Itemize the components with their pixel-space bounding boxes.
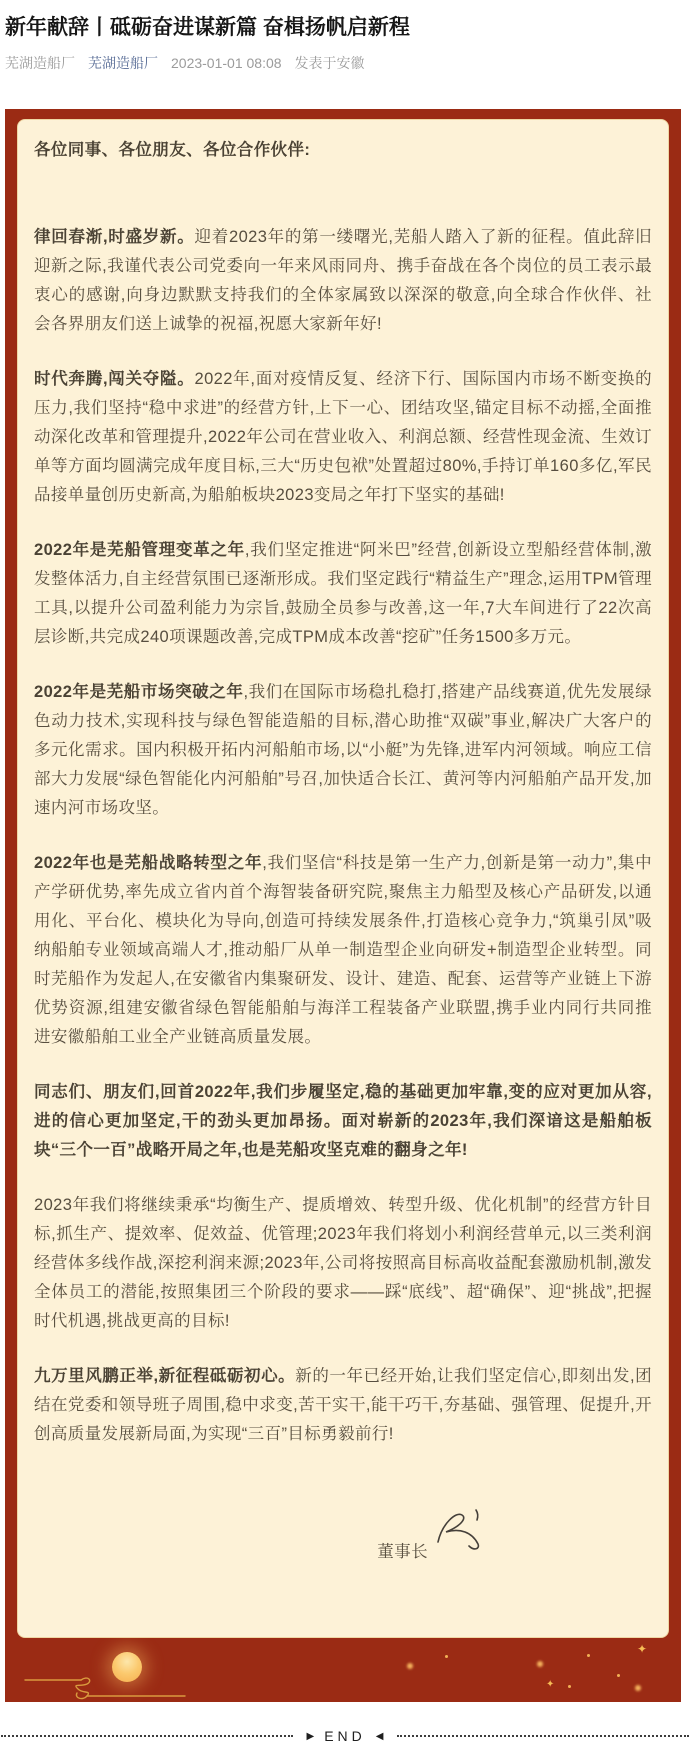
dotted-line [397,1735,689,1737]
paragraph-lead: 2022年是芜船市场突破之年 [34,683,244,702]
byline [5,53,681,73]
paragraph-lead: 时代奔腾,闯关夺隘。 [34,370,195,389]
sparkle-dot [617,1674,620,1677]
sparkle-dot [635,1685,641,1691]
paragraph-text: 同志们、朋友们,回首2022年,我们步履坚定,稳的基础更加牢靠,变的应对更加从容,进的信心更加坚定,干的劲头更加昂扬。面对崭新的2023年,我们深谙这是船舶板块“三个一百”战略开局之年,也是芜船攻坚克难的翻身之年! [34,1083,652,1160]
paragraph-lead: 九万里风鹏正举,新征程砥砺初心。 [34,1367,296,1386]
paragraph-text: 新的一年已经开始,让我们坚定信心,即刻出发,团结在党委和领导班子周围,稳中求变,苦干实干,能干巧干,夯基础、强管理、促提升,开创高质量发展新局面,为实现“三百”目标勇毅前行! [34,1367,653,1444]
paragraph-text: 2023年我们将继续秉承“均衡生产、提质增效、转型升级、优化机制”的经营方针目标,抓生产、提效率、促效益、优管理;2023年我们将划小利润经营单元,以三类利润经营体多线作战,深挖利润来源;2023年,公司将按照高目标高收益配套激励机制,激发全体员工的潜能,按照集团三个阶段的要求——踩“底线”、超“确保”、迎“挑战”,把握时代机遇,挑战更高的目标! [34,1196,652,1331]
letter-paragraph [34,1078,652,1165]
sparkle-dot [407,1663,413,1669]
end-label: END [324,1728,366,1745]
paragraph-lead: 2022年也是芜船战略转型之年 [34,854,263,873]
sparkle-icon: ✦ [637,1642,648,1657]
letter-paragraph [34,1191,652,1336]
letter-paragraph [34,678,652,823]
letter-paragraph [34,536,652,652]
paragraph-lead: 2022年是芜船管理变革之年 [34,541,245,560]
sparkle-dot [537,1661,543,1667]
letter-paragraph [34,1362,652,1449]
letter-greeting: 各位同事、各位朋友、各位合作伙伴: [34,141,311,160]
article-header [0,0,690,73]
dotted-line [1,1735,293,1737]
sparkle-dot [568,1685,571,1688]
paragraph-text: 迎着2023年的第一缕曙光,芜船人踏入了新的征程。值此辞旧迎新之际,我谨代表公司党委向一年来风雨同舟、携手奋战在各个岗位的员工表示最衷心的感谢,向身边默默支持我们的全体家属致以深深的敬意,向全球合作伙伴、社会各界朋友们送上诚挚的祝福,祝愿大家新年好! [34,228,653,334]
letter-frame [5,109,681,1702]
sparkle-dot [445,1655,448,1658]
cloud-icon [23,1674,193,1700]
end-divider [0,1728,690,1744]
account-link[interactable]: 芜湖造船厂 [88,55,158,72]
paragraph-text: 2022年,面对疫情反复、经济下行、国际国内市场不断变换的压力,我们坚持“稳中求进”的经营方针,上下一心、团结攻坚,锚定目标不动摇,全面推动深化改革和管理提升,2022年公司在营业收入、利润总额、经营性现金流、生效订单等方面均圆满完成年度目标,三大“历史包袱”处置超过80%,手持订单160多亿,军民品接单量创历史新高,为船舶板块2023变局之年打下坚实的基础! [34,370,653,505]
signature-icon [432,1505,484,1557]
letter-paragraph [34,223,652,339]
sparkle-dot [587,1654,590,1657]
signature-role-label: 董事长 [377,1543,428,1562]
letter-paragraph [34,365,652,510]
article-title: 新年献辞丨砥砺奋进谋新篇 奋楫扬帆启新程 [5,16,410,39]
left-triangle-icon: ◀ [375,1730,384,1742]
author-name: 芜湖造船厂 [5,55,75,72]
paragraph-text: ,我们在国际市场稳扎稳打,搭建产品线赛道,优先发展绿色动力技术,实现科技与绿色智能造船的目标,潜心助推“双碳”事业,解决广大客户的多元化需求。国内积极开拓内河船舶市场,以“小艇”为先锋,进军内河领域。响应工信部大力发展“绿色智能化内河船舶”号召,加快适合长江、黄河等内河船舶产品开发,加速内河市场攻坚。 [34,683,653,818]
paragraph-text: ,我们坚定推进“阿米巴”经营,创新设立型船经营体制,激发整体活力,自主经营氛围已逐渐形成。我们坚定践行“精益生产”理念,运用TPM管理工具,以提升公司盈利能力为宗旨,鼓励全员参与改善,这一年,7大车间进行了22次高层诊断,共完成240项课题改善,完成TPM成本改善“挖矿”任务1500多万元。 [34,541,652,647]
paragraph-text: ,我们坚信“科技是第一生产力,创新是第一动力”,集中产学研优势,率先成立省内首个海智装备研究院,聚焦主力船型及核心产品研发,以通用化、平台化、模块化为导向,创造可持续发展条件,打造核心竞争力,“筑巢引凤”吸纳船舶专业领域高端人才,推动船厂从单一制造型企业向研发+制造型企业转型。同时芜船作为发起人,在安徽省内集聚研发、设计、建造、配套、运营等产业链上下游优势资源,组建安徽省绿色智能船舶与海洋工程装备产业联盟,携手业内同行共同推进安徽船舶工业全产业链高质量发展。 [34,854,652,1047]
publish-datetime: 2023-01-01 08:08 [171,55,282,72]
publish-location: 发表于安徽 [294,55,365,72]
letter-panel [17,119,669,1638]
paragraph-lead: 律回春渐,时盛岁新。 [34,228,195,247]
letter-paragraph [34,849,652,1052]
right-triangle-icon: ▶ [306,1730,315,1742]
sparkle-icon: ✦ [546,1679,555,1691]
signature-block [34,1505,652,1563]
decorative-footer-strip [17,1638,669,1702]
